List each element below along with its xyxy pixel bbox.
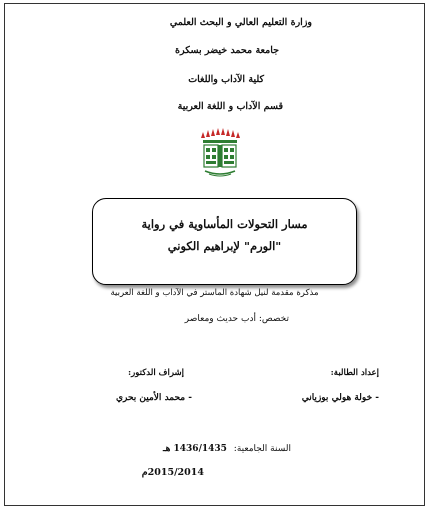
thesis-title-line1: مسار التحولات المأساوية في رواية (141, 217, 308, 231)
student-name: - خولة هولي بوزياني (301, 393, 379, 403)
thesis-title-line2: "الورم" لإبراهيم الكوني (167, 239, 282, 253)
academic-year-row (163, 444, 291, 454)
ministry-name: وزارة التعليم العالي و البحث العلمي (169, 17, 312, 28)
thesis-cover-page (4, 3, 425, 506)
academic-year-hijri: 1436/1435 هـ (162, 444, 227, 454)
academic-year-label: السنة الجامعية: (233, 444, 291, 454)
university-seal-icon (197, 128, 243, 178)
thesis-specialty: تخصص: أدب حديث ومعاصر (184, 314, 289, 324)
student-label: إعداد الطالبة: (330, 368, 379, 378)
department-name: قسم الآداب و اللغة العربية (177, 101, 283, 112)
thesis-description: مذكرة مقدمة لنيل شهادة الماستر في الآداب و اللغة العربية (110, 288, 319, 298)
supervisor-name: - محمد الأمين بحري (115, 393, 192, 403)
supervisor-label: إشراف الدكتور: (128, 368, 184, 378)
thesis-title-box (92, 198, 357, 285)
academic-year-gregorian: 2015/2014م (141, 467, 204, 478)
university-name: جامعة محمد خيضر بسكرة (175, 45, 279, 56)
faculty-name: كلية الآداب واللغات (188, 74, 264, 85)
